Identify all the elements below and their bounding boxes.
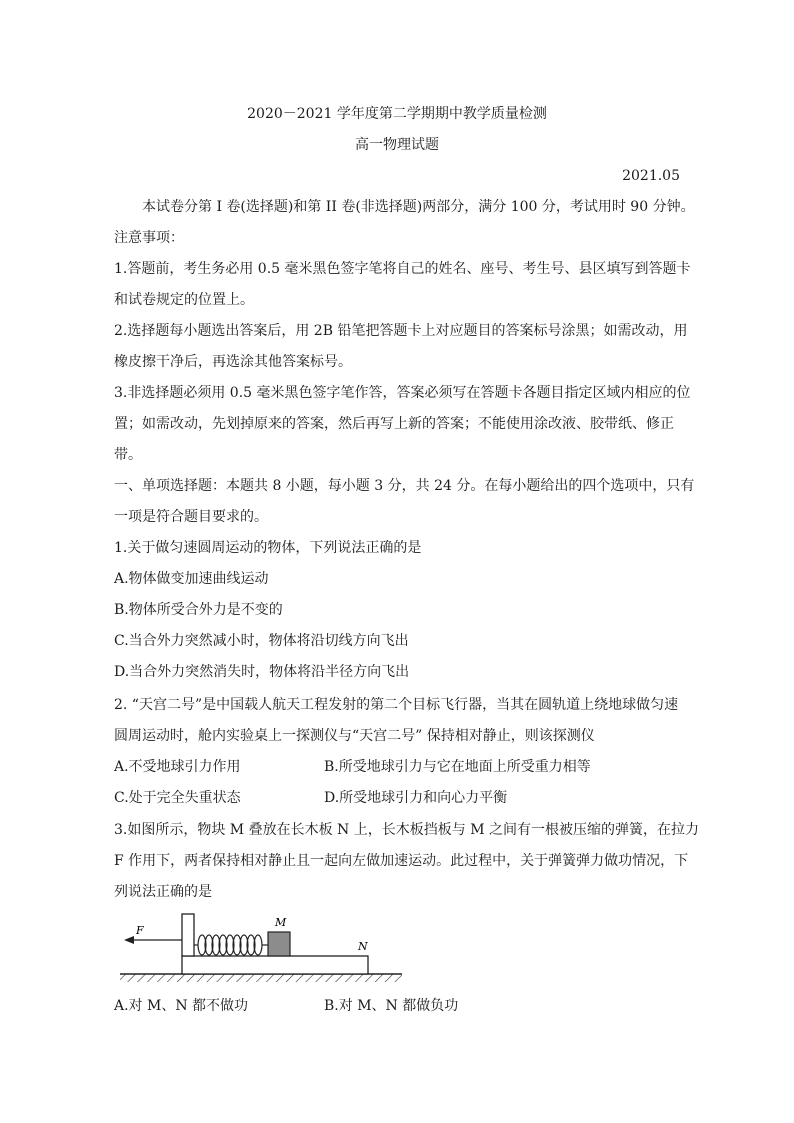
board-n: [182, 956, 368, 974]
board-baffle: [182, 914, 194, 956]
notice-item-1-line-1: 1.答题前，考生务必用 0.5 毫米黑色签字笔将自己的姓名、座号、考生号、县区填写到答题卡: [114, 261, 691, 277]
q1-option-d: D.当合外力突然消失时，物体将沿半径方向飞出: [114, 664, 410, 680]
q1-option-a: A.物体做变加速曲线运动: [114, 571, 269, 587]
q3-figure: [118, 912, 408, 992]
ground-hatching: [120, 974, 402, 982]
label-n: N: [358, 940, 368, 953]
force-arrow-head: [124, 936, 134, 944]
q2-option-c: C.处于完全失重状态: [114, 790, 241, 806]
notice-heading: 注意事项：: [114, 230, 184, 246]
section-1-heading-line-1: 一、单项选择题：本题共 8 小题，每小题 3 分，共 24 分。在每小题给出的四个选项中，只有: [114, 478, 695, 494]
notice-item-2-line-2: 橡皮擦干净后，再选涂其他答案标号。: [114, 354, 352, 370]
q3-stem-line-1: 3.如图所示，物块 M 叠放在长木板 N 上，长木板挡板与 M 之间有一根被压缩的弹簧，在拉力: [114, 822, 699, 838]
compressed-spring: [194, 935, 268, 955]
q2-option-d: D.所受地球引力和向心力平衡: [324, 790, 508, 806]
notice-item-3-line-2: 置；如需改动，先划掉原来的答案，然后再写上新的答案；不能使用涂改液、胶带纸、修正: [114, 416, 674, 432]
q3-option-a: A.对 M、N 都不做功: [114, 998, 249, 1014]
q3-stem-line-3: 列说法正确的是: [114, 884, 212, 900]
q3-stem-line-2: F 作用下，两者保持相对静止且一起向左做加速运动。此过程中，关于弹簧弹力做功情况，下: [114, 853, 689, 869]
notice-item-2-line-1: 2.选择题每小题选出答案后，用 2B 铅笔把答题卡上对应题目的答案标号涂黑；如需改动，用: [114, 323, 688, 339]
q2-stem-line-2: 圆周运动时，舱内实验桌上一探测仪与“天宫二号” 保持相对静止，则该探测仪: [114, 728, 595, 744]
q2-options-row-1: [114, 757, 684, 777]
q2-option-a: A.不受地球引力作用: [114, 759, 241, 775]
q3-figure-svg: [118, 912, 408, 992]
intro-text: 本试卷分第 I 卷(选择题)和第 II 卷(非选择题)两部分，满分 100 分，考试用时 90 分钟。: [142, 199, 695, 215]
q2-stem-line-1: 2. “天宫二号”是中国载人航天工程发射的第二个目标飞行器，当其在圆轨道上绕地球做匀速: [114, 697, 679, 713]
q3-option-b: B.对 M、N 都做负功: [324, 998, 459, 1014]
q2-options-row-2: [114, 788, 684, 808]
exam-date: 2021.05: [622, 168, 680, 184]
exam-title: 2020－2021 学年度第二学期期中教学质量检测: [247, 106, 547, 122]
notice-item-3-line-1: 3.非选择题必须用 0.5 毫米黑色签字笔作答，答案必须写在答题卡各题目指定区域内相应的位: [114, 385, 691, 401]
notice-item-1-line-2: 和试卷规定的位置上。: [114, 292, 254, 308]
q1-option-c: C.当合外力突然减小时，物体将沿切线方向飞出: [114, 633, 409, 649]
block-m: [268, 932, 290, 956]
q1-stem: 1.关于做匀速圆周运动的物体，下列说法正确的是: [114, 540, 422, 556]
notice-item-3-line-3: 带。: [114, 447, 142, 463]
section-1-heading-line-2: 一项是符合题目要求的。: [114, 509, 268, 525]
label-f: F: [136, 924, 144, 937]
exam-subtitle: 高一物理试题: [355, 137, 439, 153]
q2-option-b: B.所受地球引力与它在地面上所受重力相等: [324, 759, 591, 775]
label-m: M: [275, 916, 287, 929]
q3-options-row-1: [114, 996, 684, 1016]
q1-option-b: B.物体所受合外力是不变的: [114, 602, 283, 618]
